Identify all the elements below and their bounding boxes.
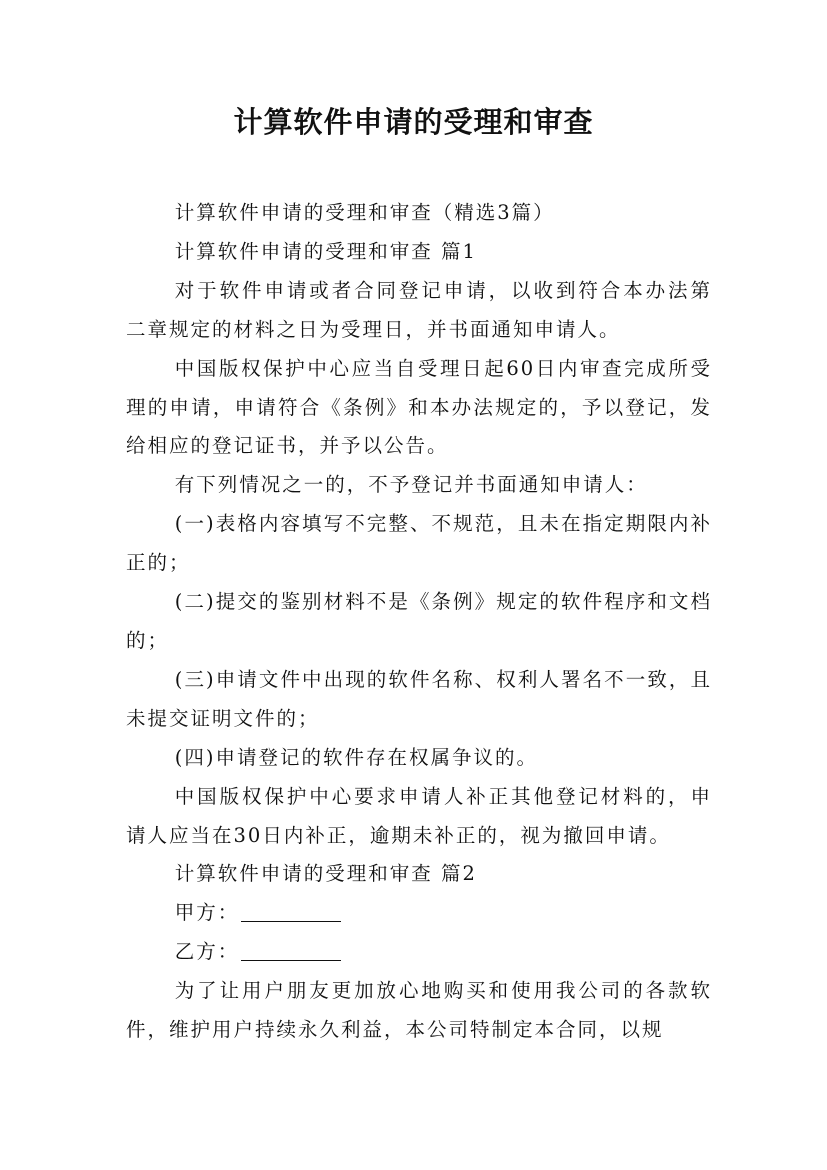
- paragraph-rejection-conditions: 有下列情况之一的，不予登记并书面通知申请人：: [174, 473, 648, 497]
- paragraph-acceptance-date: 对于软件申请或者合同登记申请，以收到符合本办法第二章规定的材料之日为受理日，并书面通知申请人。: [126, 278, 712, 341]
- condition-item-2: (二)提交的鉴别材料不是《条例》规定的软件程序和文档的；: [126, 590, 712, 652]
- party-b-blank: [241, 941, 341, 962]
- paragraph-intro: 计算软件申请的受理和审查（精选3篇）: [174, 201, 555, 224]
- condition-item-3: (三)申请文件中出现的软件名称、权利人署名不一致，且未提交证明文件的；: [126, 667, 712, 730]
- document-title: 计算软件申请的受理和审查: [233, 105, 594, 139]
- section-heading-2: 计算软件申请的受理和审查 篇2: [174, 862, 477, 886]
- party-a-line: [126, 894, 712, 933]
- party-a-label: 甲方：: [174, 901, 240, 925]
- document-body: [126, 194, 712, 1050]
- condition-item-4: (四)申请登记的软件存在权属争议的。: [174, 745, 538, 769]
- party-a-blank: [241, 902, 341, 923]
- paragraph-supplement: 中国版权保护中心要求申请人补正其他登记材料的，申请人应当在30日内补正，逾期未补正的，视为撤回申请。: [126, 784, 712, 847]
- paragraph-review-period: 中国版权保护中心应当自受理日起60日内审查完成所受理的申请，申请符合《条例》和本办法规定的，予以登记，发给相应的登记证书，并予以公告。: [126, 356, 712, 458]
- party-b-label: 乙方：: [174, 940, 240, 964]
- section-heading-1: 计算软件申请的受理和审查 篇1: [174, 239, 477, 263]
- condition-item-1: (一)表格内容填写不完整、不规范，且未在指定期限内补正的；: [126, 512, 712, 575]
- paragraph-contract-purpose: 为了让用户朋友更加放心地购买和使用我公司的各款软件，维护用户持续永久利益，本公司特制定本合同，以规: [126, 979, 712, 1042]
- party-b-line: [126, 933, 712, 972]
